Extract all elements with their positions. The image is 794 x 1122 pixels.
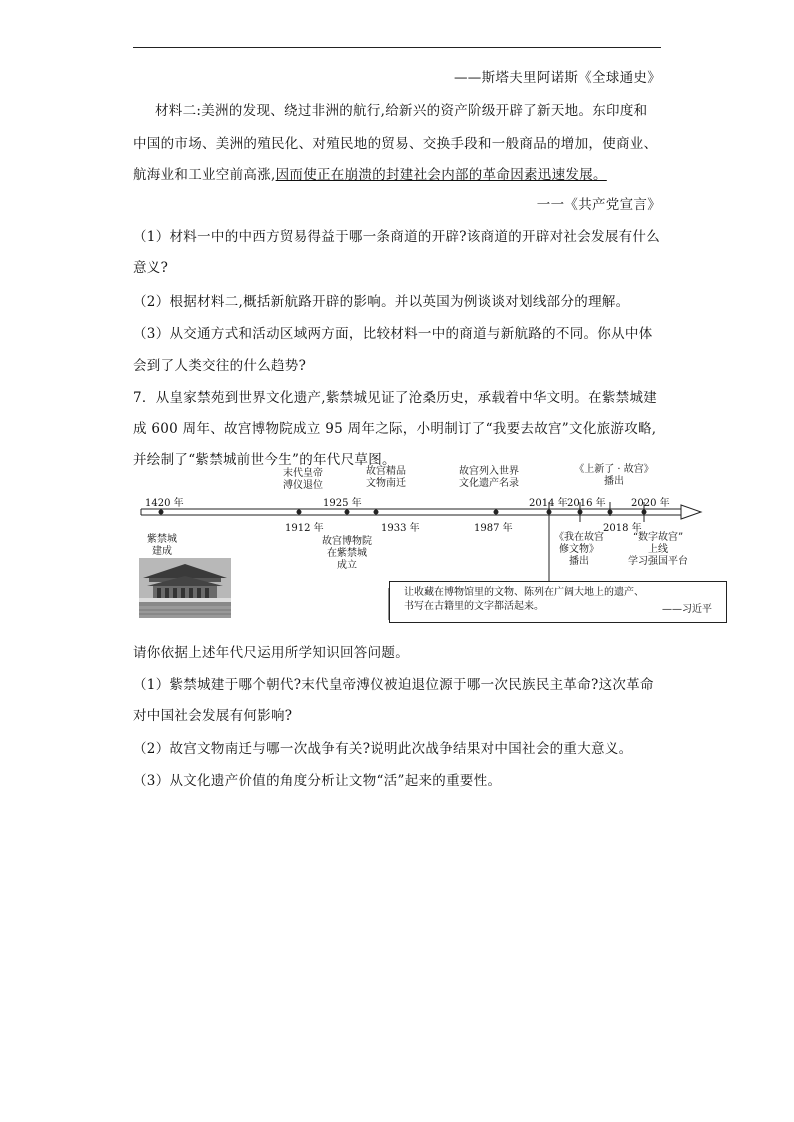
material-2-line-3 xyxy=(133,163,607,183)
q6-question-1-line-1: （1）材料一中的中西方贸易得益于哪一条商道的开辟?该商道的开辟对社会发展有什么 xyxy=(133,229,661,245)
material-2-source: 一一《共产党宣言》 xyxy=(536,197,661,213)
q6-question-1-line-2: 意义? xyxy=(133,260,169,276)
palace-illustration xyxy=(139,558,231,618)
year-2018: 2018 年 xyxy=(603,523,642,534)
quote-source: ——习近平 xyxy=(662,604,712,615)
event-1925-line-2: 在紫禁城 xyxy=(327,548,367,559)
event-2016-line-2: 修文物》 xyxy=(559,544,599,555)
year-2016: 2016 年 xyxy=(567,498,606,509)
event-2016-line-3: 播出 xyxy=(569,556,589,567)
year-2020: 2020 年 xyxy=(631,498,670,509)
event-2016-line-1: 《我在故宫 xyxy=(554,532,604,543)
event-1925-line-3: 成立 xyxy=(337,560,357,571)
q7-question-1-line-1: （1）紫禁城建于哪个朝代?末代皇帝溥仪被迫退位源于哪一次民族民主革命?这次革命 xyxy=(133,677,654,693)
event-2020-line-3: 学习强国平台 xyxy=(628,556,688,567)
event-2020 xyxy=(617,532,699,568)
dot-1933 xyxy=(374,510,379,515)
year-1925: 1925 年 xyxy=(323,498,362,509)
q7-question-2: （2）故宫文物南迁与哪一次战争有关?说明此次战争结果对中国社会的重大意义。 xyxy=(133,741,633,757)
quote-line-1: 让收藏在博物馆里的文物、陈列在广阔大地上的遗产、 xyxy=(404,587,644,598)
event-1933-line-1: 故宫精品 xyxy=(366,466,406,477)
quote-text xyxy=(404,586,644,614)
forbidden-city-photo xyxy=(139,558,231,618)
q6-question-3-line-1: （3）从交通方式和活动区域两方面，比较材料一中的商道与新航路的不同。你从中体 xyxy=(133,326,653,342)
material-2-underlined-text: 因而使正在崩溃的封建社会内部的革命因素迅速发展。 xyxy=(275,167,607,183)
event-2018 xyxy=(559,464,669,488)
q6-question-2: （2）根据材料二,概括新航路开辟的影响。并以英国为例谈谈对划线部分的理解。 xyxy=(133,294,630,310)
material-1-source: ——斯塔夫里阿诺斯《全球通史》 xyxy=(454,70,661,86)
event-2020-line-2: 上线 xyxy=(648,544,668,555)
q7-question-1-line-2: 对中国社会发展有何影响? xyxy=(133,708,293,724)
year-1420: 1420 年 xyxy=(145,498,184,509)
material-2-line-3-plain: 航海业和工业空前高涨, xyxy=(133,167,276,183)
event-1420-line-1: 紫禁城 xyxy=(147,534,177,545)
event-1987-line-2: 文化遗产名录 xyxy=(459,478,519,489)
event-1987 xyxy=(447,466,531,490)
dot-1912 xyxy=(297,510,302,515)
header-rule xyxy=(133,47,661,48)
material-2-line-2: 中国的市场、美洲的殖民化、对殖民地的贸易、交换手段和一般商品的增加，使商业、 xyxy=(133,136,658,152)
event-1420-line-2: 建成 xyxy=(152,546,172,557)
dot-1925 xyxy=(345,510,350,515)
dot-1420 xyxy=(159,510,164,515)
event-1912 xyxy=(267,468,339,492)
q7-intro-line-3: 并绘制了“紫禁城前世今生”的年代尺草图。 xyxy=(133,452,396,468)
material-2-line-1: 材料二:美洲的发现、绕过非洲的航行,给新兴的资产阶级开辟了新天地。东印度和 xyxy=(155,103,648,119)
quote-line-2: 书写在古籍里的文字都活起来。 xyxy=(404,601,544,612)
event-2018-line-2: 播出 xyxy=(604,476,624,487)
event-1912-line-1: 末代皇帝 xyxy=(283,468,323,479)
event-1987-line-1: 故宫列入世界 xyxy=(459,466,519,477)
q7-question-3: （3）从文化遗产价值的角度分析让文物“活”起来的重要性。 xyxy=(133,773,502,789)
event-1925-line-1: 故宫博物院 xyxy=(322,536,372,547)
year-1912: 1912 年 xyxy=(285,523,324,534)
year-2014: 2014 年 xyxy=(529,498,568,509)
dot-1987 xyxy=(494,510,499,515)
q7-prompt: 请你依据上述年代尺运用所学知识回答问题。 xyxy=(133,645,409,661)
timeline-figure xyxy=(133,460,712,635)
event-2018-line-1: 《上新了 · 故宫》 xyxy=(574,464,654,475)
year-1987: 1987 年 xyxy=(474,523,513,534)
event-1925 xyxy=(309,536,385,572)
q6-question-3-line-2: 会到了人类交往的什么趋势? xyxy=(133,358,307,374)
q7-intro-line-1: 7．从皇家禁苑到世界文化遗产,紫禁城见证了沧桑历史，承载着中华文明。在紫禁城建 xyxy=(133,390,658,406)
quote-box xyxy=(389,581,727,623)
event-2016 xyxy=(547,532,611,568)
event-1912-line-2: 溥仪退位 xyxy=(283,480,323,491)
event-1933-line-2: 文物南迁 xyxy=(366,478,406,489)
year-1933: 1933 年 xyxy=(381,523,420,534)
event-2020-line-1: “数字故宫” xyxy=(632,532,684,543)
event-1420 xyxy=(137,534,187,558)
q7-intro-line-2: 成 600 周年、故宫博物院成立 95 周年之际，小明制订了“我要去故宫”文化旅游攻略, xyxy=(133,421,657,437)
event-1933 xyxy=(351,466,421,490)
